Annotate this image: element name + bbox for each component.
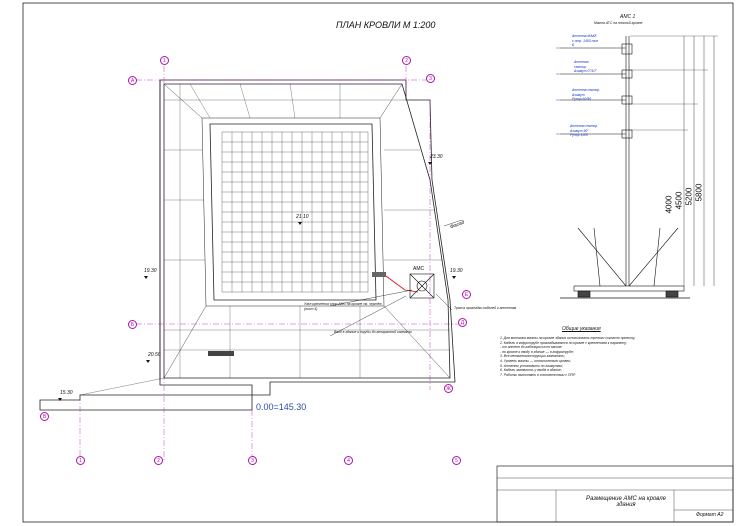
elevation-title: АМС 1 <box>620 14 636 20</box>
ams-mast-plan <box>410 274 434 298</box>
ams-label: АМС <box>413 266 425 272</box>
roof-plan <box>40 80 455 410</box>
notes-list <box>500 336 728 377</box>
antenna-label-1: Антенна МАКЕ с отр. 1400 тип Б <box>572 34 599 48</box>
level-mark: 23.30 <box>430 154 443 160</box>
note-item: 7. Работы выполнять в соответствии с ППР. <box>500 372 576 377</box>
view-direction-label: Фасад <box>449 219 466 231</box>
axis-bubble: 1 <box>76 456 85 465</box>
note-item: 1. Для монтажа мачты на кровле здания использовать треноги согласно проекту; <box>500 336 636 340</box>
level-mark: 21.10 <box>296 214 309 220</box>
zero-level-label: 0.00=145.30 <box>256 402 307 412</box>
leader-lines <box>330 220 462 336</box>
note-item: 2. Кабели в гофротрубе прокладываются по кровле с креплением к парапету; <box>500 340 627 345</box>
axis-bubble: Б <box>128 320 137 329</box>
antenna-label-3: Антенна сектор. Азимут Рупор 60/90 <box>572 88 601 102</box>
note-item: 4. Уровень мачты — относительно кровли; <box>500 358 571 363</box>
note-item: 5. Антенны установить по азимутам; <box>500 363 563 368</box>
axis-lines <box>80 66 466 460</box>
level-markers <box>58 162 456 401</box>
axis-bubble: 3 <box>426 74 435 83</box>
elevation-label-stems <box>556 48 560 134</box>
level-mark: 20.50 <box>148 352 161 358</box>
axis-bubble: 2 <box>402 56 411 65</box>
level-mark: 19.30 <box>144 268 157 274</box>
level-mark: 19.30 <box>450 268 463 274</box>
dimension-label: 5800 <box>694 183 704 202</box>
notes-heading: Общие указания <box>562 326 601 332</box>
dimension-label: 4000 <box>664 195 674 214</box>
antenna-label-4: Антенна сектор. Азимут 90° Рупор 1100 <box>570 124 599 138</box>
stamp-title: Размещение АМС на кровле здания <box>586 496 666 508</box>
note-item: - по кровле к вводу в здание — в гофротрубе; <box>500 349 574 354</box>
format-label: Формат А2 <box>696 512 724 518</box>
skylight-grid <box>222 132 368 292</box>
sheet-title: ПЛАН КРОВЛИ М 1:200 <box>336 20 436 30</box>
callout-mount: Узел крепления опор АМС на кровле см. чертёж (лист 4) <box>304 302 382 311</box>
axis-bubble: Е <box>462 290 471 299</box>
dimension-label: 5200 <box>684 187 694 206</box>
axis-bubble: А <box>128 76 137 85</box>
cable-route <box>386 276 418 292</box>
level-mark: 15.30 <box>60 390 73 396</box>
axis-bubble: В <box>40 412 49 421</box>
note-item: 6. Кабели заземлить у ввода в здание; <box>500 368 562 373</box>
axis-bubble: 2 <box>154 456 163 465</box>
axis-bubble: Ж <box>444 384 453 393</box>
axis-bubble: 1 <box>160 56 169 65</box>
note-item: 3. Все металлоконструкции заземлить; <box>500 354 566 359</box>
axis-bubble: Д <box>458 318 467 327</box>
axis-bubble: 5 <box>452 456 461 465</box>
note-item: - от антенн до кабельросса по мачте; <box>500 345 563 350</box>
mast-elevation <box>560 36 718 298</box>
dimension-label: 4500 <box>674 191 684 210</box>
callout-cable: Трасса прокладки кабелей к антеннам <box>454 306 517 310</box>
callout-entry: Ввод в здание и трубы до аппаратной комнаты <box>334 330 412 334</box>
elevation-subtitle: Мачта АТС на плоской кровле <box>594 21 643 25</box>
axis-bubble: 4 <box>344 456 353 465</box>
axis-bubble: 3 <box>248 456 257 465</box>
antenna-label-2: Антенна сектор. Азимут 0°/10° <box>574 60 597 74</box>
